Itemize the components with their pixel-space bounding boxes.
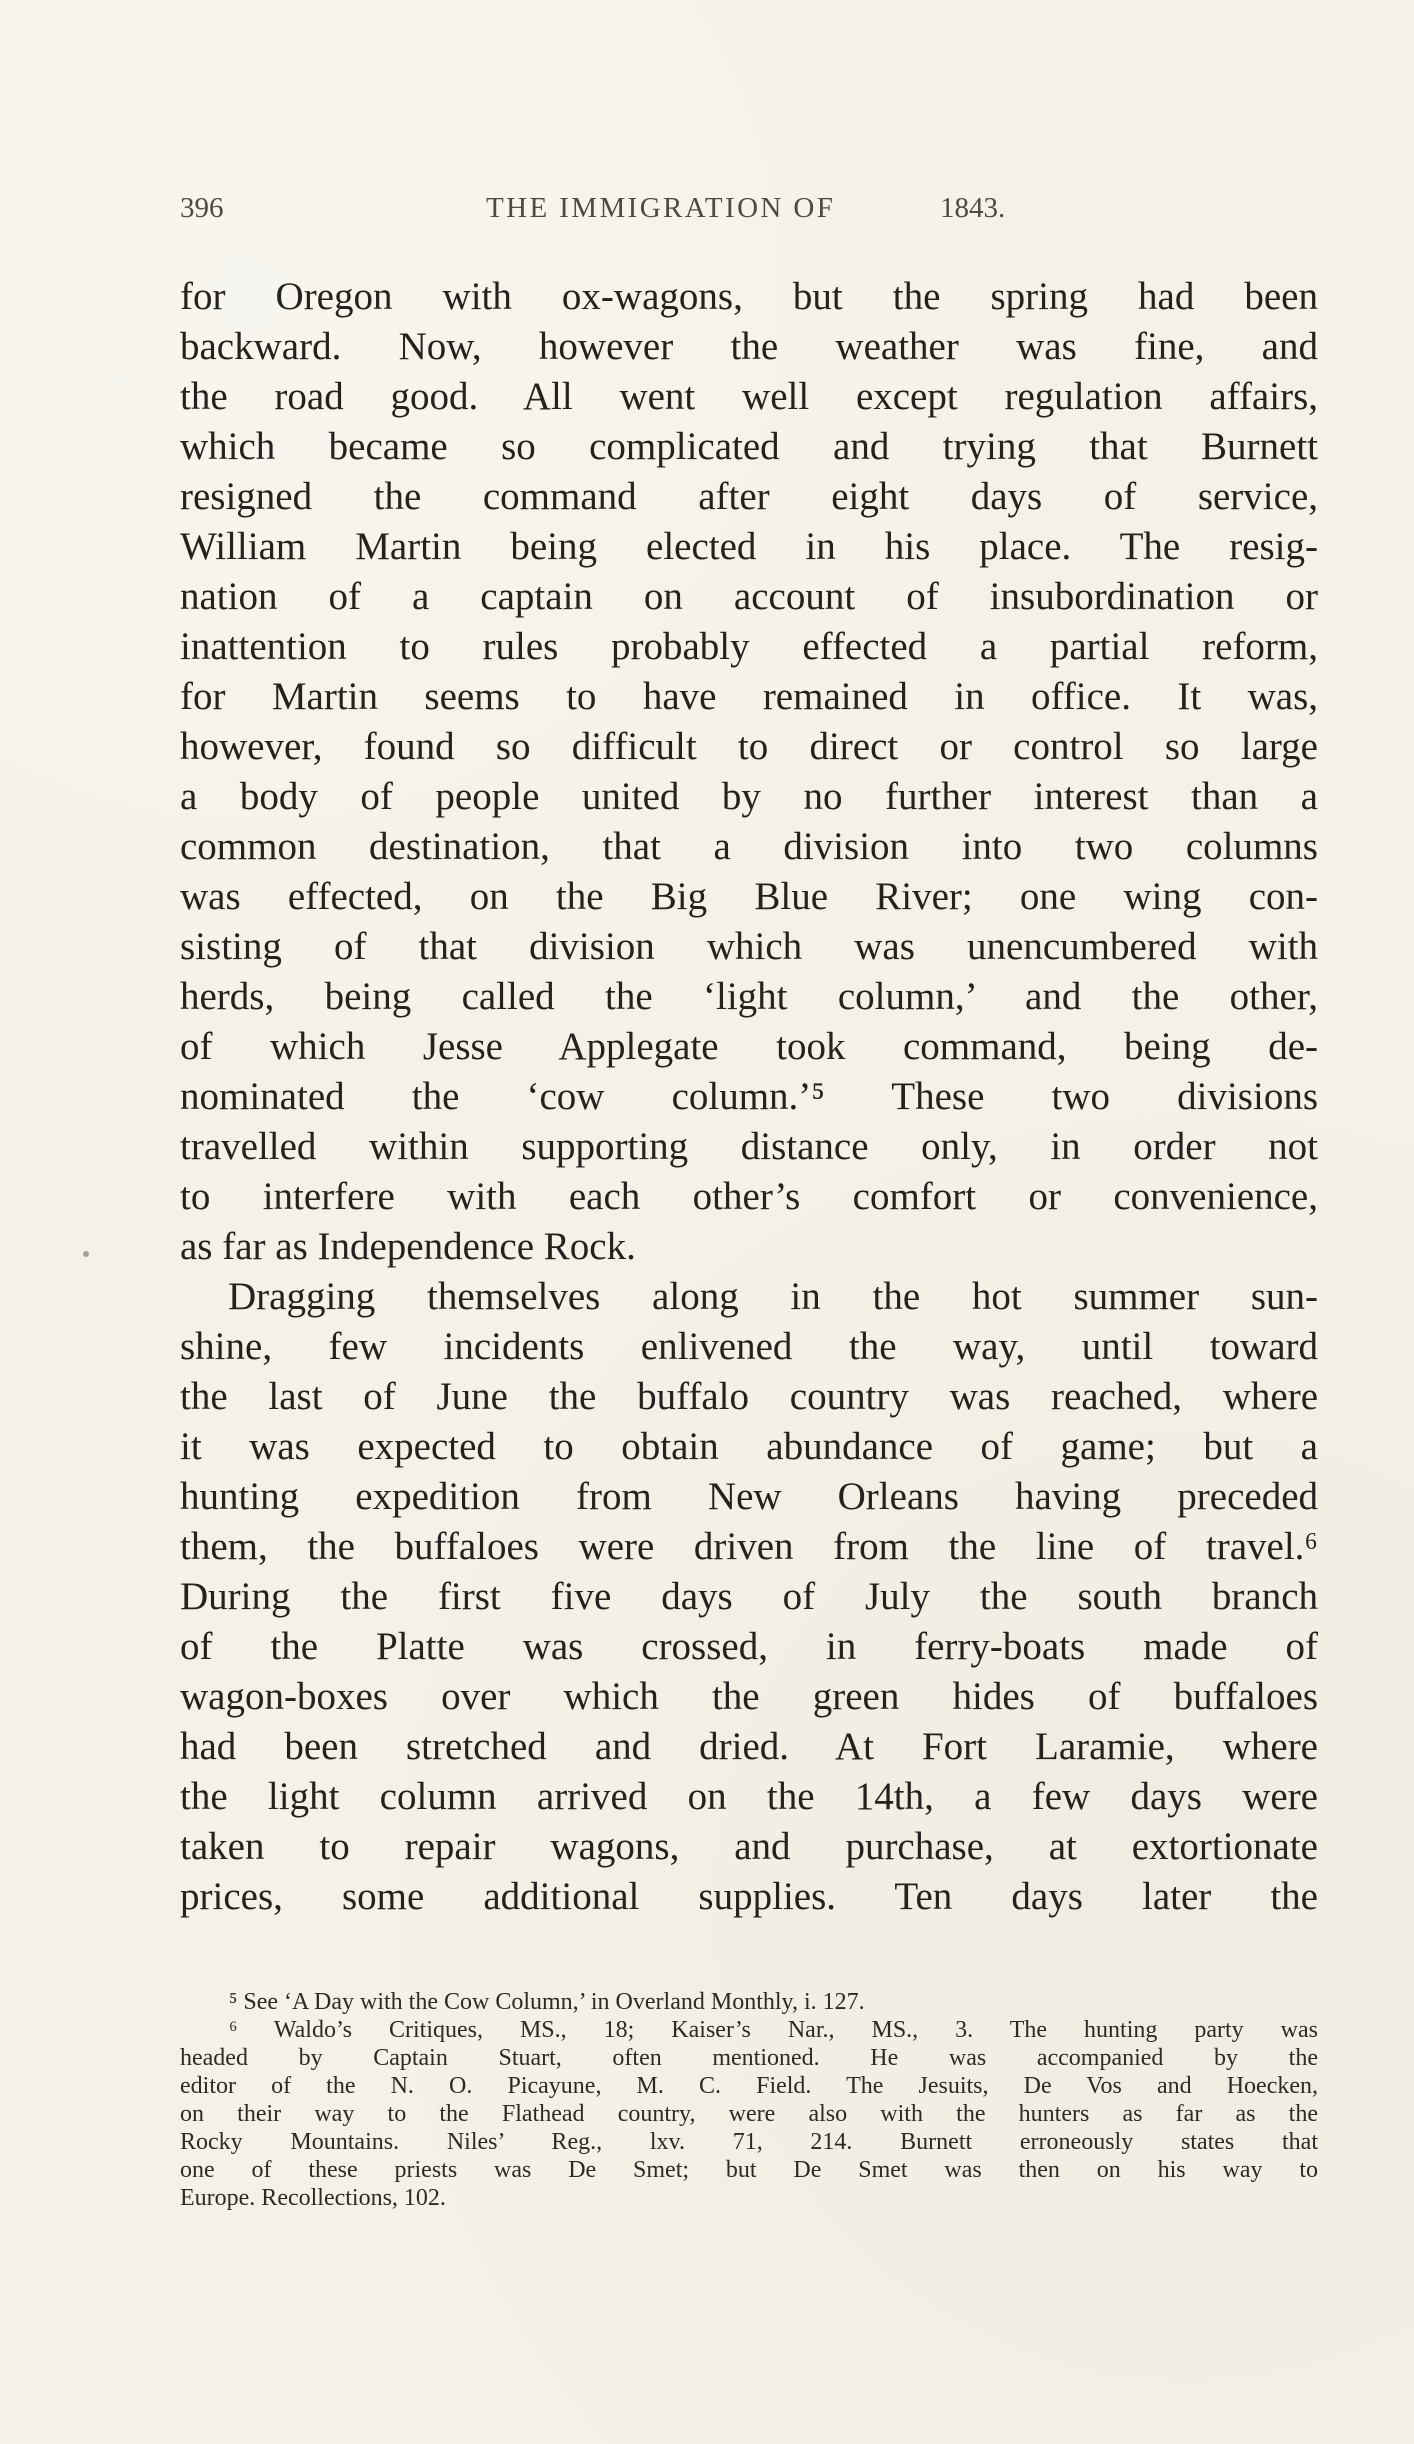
text-line: however, found so difficult to direct or control so large xyxy=(180,725,1318,768)
text-line: them, the buffaloes were driven from the line of travel.⁶ xyxy=(180,1525,1318,1568)
text-line: hunting expedition from New Orleans having preceded xyxy=(180,1475,1318,1518)
text-line: which became so complicated and trying that Burnett xyxy=(180,425,1318,468)
page-speck xyxy=(83,1251,89,1257)
text-line: shine, few incidents enlivened the way, until toward xyxy=(180,1325,1318,1368)
text-line: taken to repair wagons, and purchase, at extortionate xyxy=(180,1825,1318,1868)
footnote-line: editor of the N. O. Picayune, M. C. Field. The Jesuits, De Vos and Hoecken, xyxy=(180,2073,1318,2099)
footnote-line: one of these priests was De Smet; but De Smet was then on his way to xyxy=(180,2157,1318,2183)
text-line: the road good. All went well except regulation affairs, xyxy=(180,375,1318,418)
footnotes xyxy=(180,1988,1318,2212)
text-line: a body of people united by no further interest than a xyxy=(180,775,1318,818)
running-title: THE IMMIGRATION OF xyxy=(486,192,836,224)
text-line: was effected, on the Big Blue River; one wing con- xyxy=(180,875,1318,918)
text-line: had been stretched and dried. At Fort Laramie, where xyxy=(180,1725,1318,1768)
text-line: the last of June the buffalo country was reached, where xyxy=(180,1375,1318,1418)
footnote-line: ⁵ See ‘A Day with the Cow Column,’ in Overland Monthly, i. 127. xyxy=(229,1989,865,2015)
text-line: sisting of that division which was unencumbered with xyxy=(180,925,1318,968)
text-line: to interfere with each other’s comfort or convenience, xyxy=(180,1175,1318,1218)
text-line: During the first five days of July the south branch xyxy=(180,1575,1318,1618)
text-line: herds, being called the ‘light column,’ and the other, xyxy=(180,975,1318,1018)
footnote-line: Europe. Recollections, 102. xyxy=(180,2185,446,2211)
footnote-line: ⁶ Waldo’s Critiques, MS., 18; Kaiser’s Nar., MS., 3. The hunting party was xyxy=(229,2017,1318,2043)
text-line: Dragging themselves along in the hot summer sun- xyxy=(228,1275,1318,1318)
footnote-line: on their way to the Flathead country, were also with the hunters as far as the xyxy=(180,2101,1318,2127)
text-line: wagon-boxes over which the green hides of buffaloes xyxy=(180,1675,1318,1718)
running-header xyxy=(180,191,1318,225)
text-line: of the Platte was crossed, in ferry-boats made of xyxy=(180,1625,1318,1668)
text-line: for Martin seems to have remained in office. It was, xyxy=(180,675,1318,718)
text-line: the light column arrived on the 14th, a few days were xyxy=(180,1775,1318,1818)
text-line: backward. Now, however the weather was fine, and xyxy=(180,325,1318,368)
footnote-line: headed by Captain Stuart, often mentioned. He was accompanied by the xyxy=(180,2045,1318,2071)
text-line: it was expected to obtain abundance of game; but a xyxy=(180,1425,1318,1468)
text-line: William Martin being elected in his place. The resig- xyxy=(180,525,1318,568)
running-year: 1843. xyxy=(940,192,1006,224)
text-line: travelled within supporting distance only, in order not xyxy=(180,1125,1318,1168)
text-line: of which Jesse Applegate took command, being de- xyxy=(180,1025,1318,1068)
text-line: prices, some additional supplies. Ten days later the xyxy=(180,1875,1318,1918)
footnote-line: Rocky Mountains. Niles’ Reg., lxv. 71, 214. Burnett erroneously states that xyxy=(180,2129,1318,2155)
text-line: resigned the command after eight days of service, xyxy=(180,475,1318,518)
text-line: as far as Independence Rock. xyxy=(180,1225,636,1268)
text-line: common destination, that a division into two columns xyxy=(180,825,1318,868)
main-text xyxy=(180,272,1318,1922)
text-line: for Oregon with ox-wagons, but the spring had been xyxy=(180,275,1318,318)
page-number: 396 xyxy=(180,192,224,224)
text-line: nation of a captain on account of insubordination or xyxy=(180,575,1318,618)
text-line: nominated the ‘cow column.’⁵ These two divisions xyxy=(180,1075,1318,1118)
text-line: inattention to rules probably effected a partial reform, xyxy=(180,625,1318,668)
